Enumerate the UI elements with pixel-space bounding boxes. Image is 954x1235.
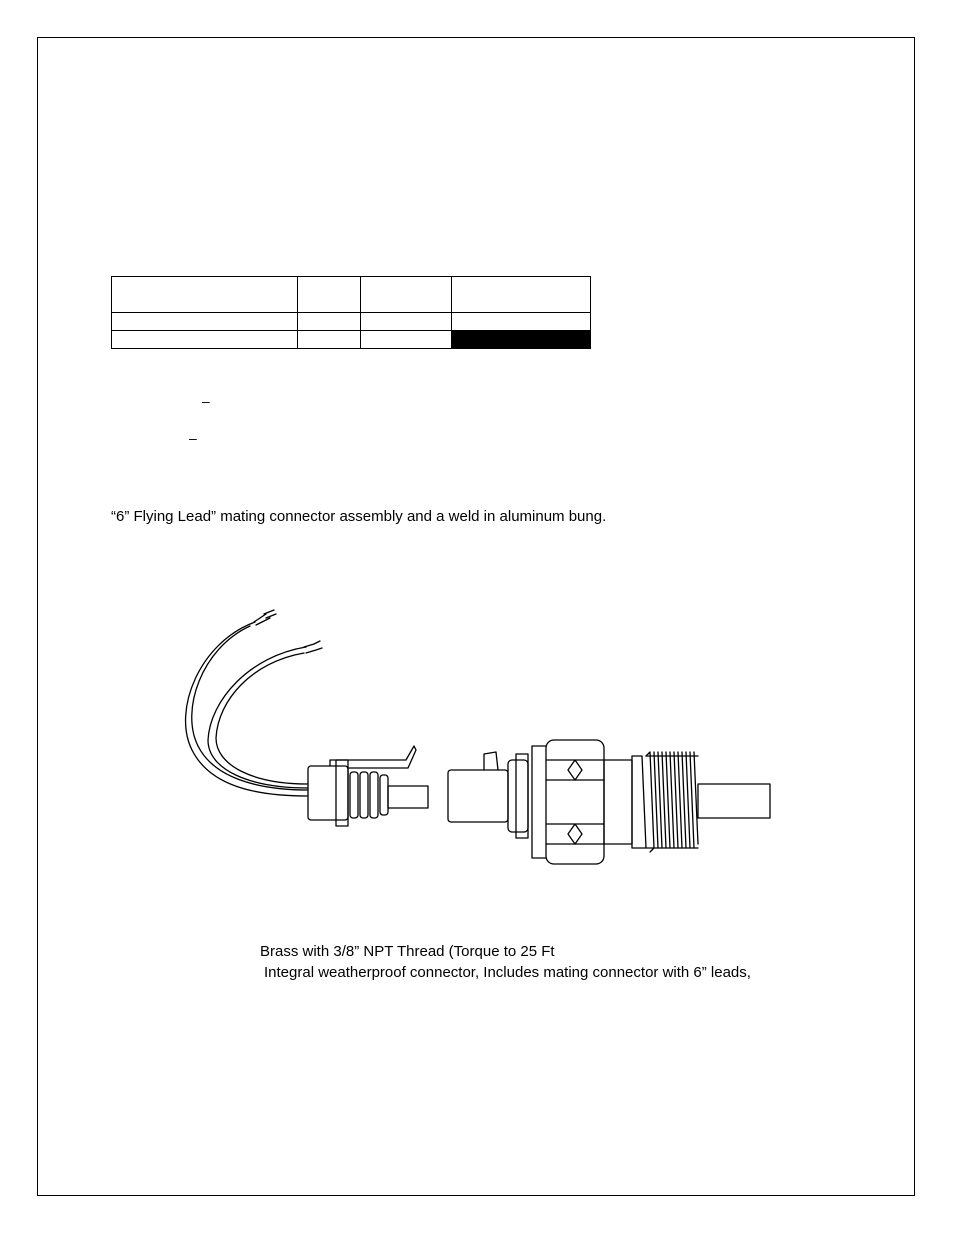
table-cell-filled (452, 331, 591, 349)
table-cell (452, 277, 591, 313)
thread-spec-note: Brass with 3/8” NPT Thread (Torque to 25 Ft (260, 943, 555, 960)
table-cell (112, 313, 298, 331)
hex-nut (532, 740, 604, 864)
mating-connector (308, 746, 428, 826)
table-cell (298, 313, 361, 331)
table-cell (452, 313, 591, 331)
table-cell (112, 277, 298, 313)
spec-table (111, 276, 591, 349)
dash-mark: – (189, 430, 197, 446)
table-cell (298, 331, 361, 349)
table-cell (298, 277, 361, 313)
table-row (112, 313, 591, 331)
table-cell (361, 277, 452, 313)
table-cell (361, 331, 452, 349)
wire-leads (186, 610, 322, 796)
table-cell (361, 313, 452, 331)
table-row (112, 331, 591, 349)
description-text: “6” Flying Lead” mating connector assembly and a weld in aluminum bung. (111, 508, 607, 525)
connector-note: Integral weatherproof connector, Includes mating connector with 6” leads, (264, 964, 751, 981)
sensor-plug (448, 752, 528, 838)
threaded-stem (604, 752, 770, 852)
sensor-illustration (180, 600, 780, 880)
table-cell (112, 331, 298, 349)
dash-mark: – (202, 393, 210, 409)
table-header-row (112, 277, 591, 313)
